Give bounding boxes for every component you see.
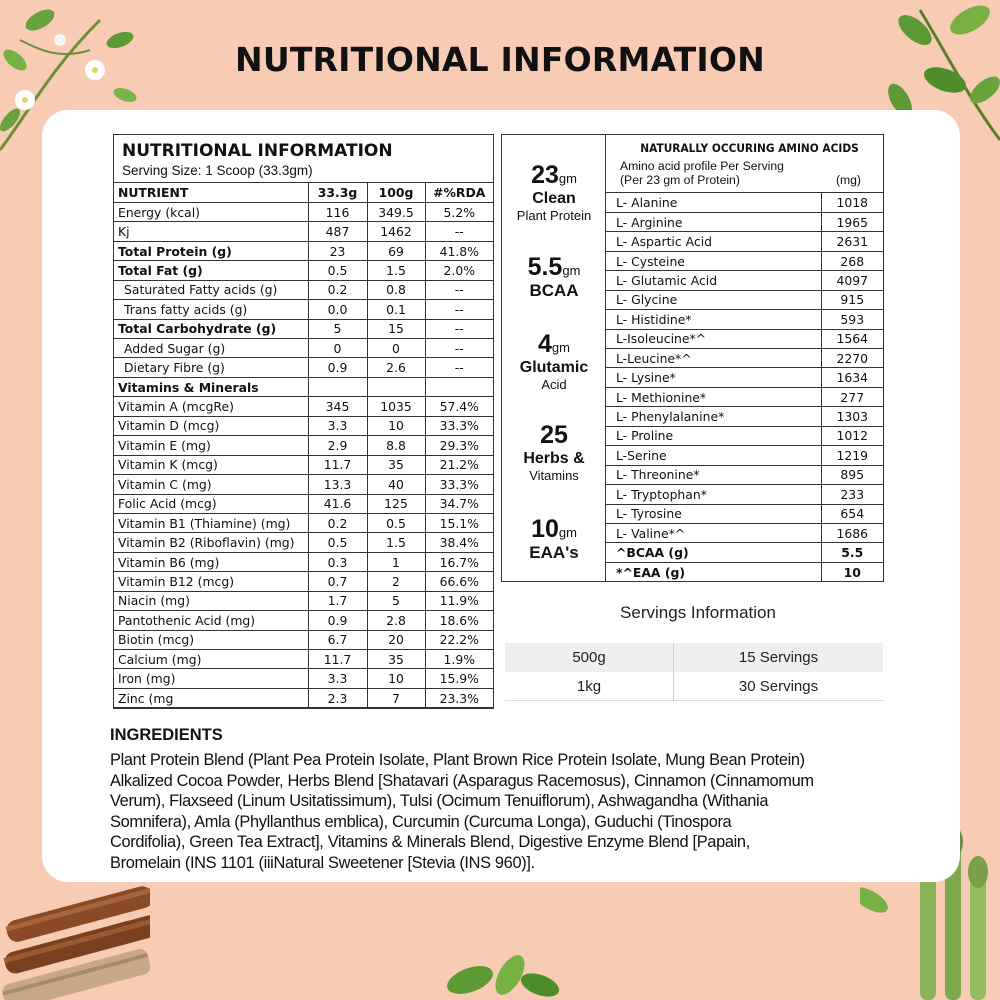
- amino-value: 1686: [821, 523, 883, 542]
- amino-row: [606, 446, 883, 465]
- amino-row: [606, 465, 883, 484]
- highlight-unit: gm: [558, 171, 577, 186]
- nutrient-row: [114, 455, 493, 474]
- nutrient-row: [114, 494, 493, 513]
- servings-row: [505, 672, 883, 701]
- per-serving-value: 23: [308, 241, 367, 260]
- amino-unit: (mg): [835, 173, 861, 187]
- nutrient-name: Vitamin A (mcgRe): [114, 397, 308, 416]
- highlight-value: [502, 515, 606, 544]
- amino-row: [606, 543, 883, 562]
- per-serving-value: 3.3: [308, 669, 367, 688]
- rda-value: 33.3%: [425, 475, 493, 494]
- rda-value: 21.2%: [425, 455, 493, 474]
- cinnamon-sticks-icon: [0, 865, 150, 1000]
- per-100g-value: 0.1: [367, 300, 425, 319]
- nutrient-name: Zinc (mg: [114, 688, 308, 707]
- nutrient-name: Vitamin B1 (Thiamine) (mg): [114, 513, 308, 532]
- nutrient-name: Vitamin D (mcg): [114, 416, 308, 435]
- per-100g-value: 10: [367, 416, 425, 435]
- rda-value: [425, 377, 493, 396]
- nutrient-name: Kj: [114, 222, 308, 241]
- per-100g-value: 0.5: [367, 513, 425, 532]
- rda-value: 38.4%: [425, 533, 493, 552]
- nutrient-name: Total Carbohydrate (g): [114, 319, 308, 338]
- amino-name: L-Leucine*^: [606, 349, 821, 368]
- nutrient-row: [114, 397, 493, 416]
- nutrient-row: [114, 183, 493, 202]
- per-serving-value: 0.5: [308, 261, 367, 280]
- nutrient-row: [114, 300, 493, 319]
- per-serving-value: 2.9: [308, 436, 367, 455]
- amino-title: NATURALLY OCCURING AMINO ACIDS: [640, 141, 859, 155]
- highlight-item: [502, 421, 606, 484]
- rda-value: 33.3%: [425, 416, 493, 435]
- per-100g-value: 0.8: [367, 280, 425, 299]
- nutrient-row: [114, 475, 493, 494]
- amino-value: 1564: [821, 329, 883, 348]
- nutrient-name: Pantothenic Acid (mg): [114, 611, 308, 630]
- rda-value: 66.6%: [425, 572, 493, 591]
- per-100g-value: 2.8: [367, 611, 425, 630]
- amino-row: [606, 212, 883, 231]
- per-100g-value: 10: [367, 669, 425, 688]
- per-serving-value: 116: [308, 202, 367, 221]
- small-leaves-icon: [435, 945, 565, 1000]
- highlight-sublabel: Acid: [541, 377, 567, 392]
- highlight-item: [502, 330, 606, 393]
- serving-pack-size: 1kg: [576, 678, 602, 695]
- amino-row: [606, 407, 883, 426]
- amino-value: 233: [821, 485, 883, 504]
- nutrient-row: [114, 202, 493, 221]
- per-100g-value: 5: [367, 591, 425, 610]
- ingredients-title: INGREDIENTS: [110, 726, 223, 744]
- per-serving-value: 0.5: [308, 533, 367, 552]
- nutrient-name: Vitamin B12 (mcg): [114, 572, 308, 591]
- amino-value: 593: [821, 310, 883, 329]
- amino-name: L- Valine*^: [606, 523, 821, 542]
- nutrient-name: Trans fatty acids (g): [114, 300, 308, 319]
- ingredients-line: Cordifolia), Green Tea Extract], Vitamins & Minerals Blend, Digestive Enzyme Blend [Papain,: [110, 833, 750, 852]
- nutrient-row: [114, 436, 493, 455]
- nutrient-row: [114, 319, 493, 338]
- nutrient-name: Dietary Fibre (g): [114, 358, 308, 377]
- highlight-item: [502, 161, 606, 224]
- nutrient-row: [114, 650, 493, 669]
- per-serving-value: 5: [308, 319, 367, 338]
- amino-value: 5.5: [821, 543, 883, 562]
- highlight-unit: gm: [558, 525, 577, 540]
- highlight-label: BCAA: [529, 281, 579, 300]
- nutrient-row: [114, 669, 493, 688]
- amino-value: 268: [821, 251, 883, 270]
- rda-value: 22.2%: [425, 630, 493, 649]
- amino-value: 2631: [821, 232, 883, 251]
- rda-value: --: [425, 339, 493, 358]
- highlight-value: [502, 253, 606, 282]
- nutrient-name: Vitamin B6 (mg): [114, 552, 308, 571]
- nutrient-name: Vitamins & Minerals: [114, 377, 308, 396]
- nutrient-row: [114, 533, 493, 552]
- highlight-unit: gm: [562, 263, 581, 278]
- per-serving-value: 0.7: [308, 572, 367, 591]
- ingredients-line: Alkalized Cocoa Powder, Herbs Blend [Shatavari (Asparagus Racemosus), Cinnamon (Cinnamomum: [110, 771, 814, 790]
- nutrient-row: [114, 611, 493, 630]
- rda-value: 18.6%: [425, 611, 493, 630]
- nutrient-row: [114, 261, 493, 280]
- per-100g-value: 7: [367, 688, 425, 707]
- ingredients-text: [110, 750, 900, 874]
- amino-row: [606, 251, 883, 270]
- nutrient-row: [114, 358, 493, 377]
- per-100g-value: 40: [367, 475, 425, 494]
- highlight-label: EAA's: [529, 543, 579, 562]
- amino-subtitle-line1: Amino acid profile Per Serving: [620, 159, 784, 173]
- nutrient-name: Total Protein (g): [114, 241, 308, 260]
- amino-row: [606, 310, 883, 329]
- per-serving-value: 41.6: [308, 494, 367, 513]
- amino-row: [606, 504, 883, 523]
- highlight-sublabel: Plant Protein: [516, 208, 592, 223]
- amino-value: 1018: [821, 193, 883, 212]
- rda-value: --: [425, 358, 493, 377]
- per-100g-value: 1: [367, 552, 425, 571]
- nutrition-header: [114, 135, 493, 183]
- nutrition-table: [113, 134, 494, 709]
- amino-value: 1219: [821, 446, 883, 465]
- nutrient-name: Vitamin C (mg): [114, 475, 308, 494]
- amino-subtitle-line2: (Per 23 gm of Protein): [620, 173, 740, 187]
- nutrition-title: NUTRITIONAL INFORMATION: [122, 141, 393, 161]
- highlight-sublabel: Vitamins: [529, 468, 579, 483]
- highlight-number: 23: [531, 161, 559, 189]
- amino-value: 277: [821, 387, 883, 406]
- per-100g-value: 1035: [367, 397, 425, 416]
- amino-name: L- Histidine*: [606, 310, 821, 329]
- nutrient-row: [114, 377, 493, 396]
- per-serving-value: 0.2: [308, 513, 367, 532]
- amino-header: [606, 135, 883, 193]
- per-100g-value: 100g: [367, 183, 425, 202]
- amino-value: 1965: [821, 212, 883, 231]
- per-100g-value: 8.8: [367, 436, 425, 455]
- highlight-item: [502, 515, 606, 562]
- per-serving-value: 33.3g: [308, 183, 367, 202]
- nutrient-name: Vitamin E (mg): [114, 436, 308, 455]
- per-serving-value: 345: [308, 397, 367, 416]
- page-title: NUTRITIONAL INFORMATION: [235, 40, 765, 79]
- amino-row: [606, 426, 883, 445]
- highlight-item: [502, 253, 606, 300]
- rda-value: 41.8%: [425, 241, 493, 260]
- nutrient-name: Calcium (mg): [114, 650, 308, 669]
- amino-name: L- Alanine: [606, 193, 821, 212]
- highlight-label: Clean: [532, 190, 576, 207]
- highlight-value: [502, 330, 606, 359]
- nutrient-row: [114, 552, 493, 571]
- per-serving-value: 3.3: [308, 416, 367, 435]
- amino-value: 895: [821, 465, 883, 484]
- amino-grid: [606, 193, 883, 582]
- serving-count: 15 Servings: [738, 649, 819, 666]
- servings-title: Servings Information: [620, 603, 776, 622]
- amino-value: 10: [821, 562, 883, 581]
- servings-row: [505, 643, 883, 672]
- amino-row: [606, 387, 883, 406]
- per-serving-value: 0.2: [308, 280, 367, 299]
- per-serving-value: 1.7: [308, 591, 367, 610]
- rda-value: #%RDA: [425, 183, 493, 202]
- per-serving-value: 11.7: [308, 455, 367, 474]
- per-100g-value: 1.5: [367, 533, 425, 552]
- per-serving-value: 6.7: [308, 630, 367, 649]
- serving-size: Serving Size: 1 Scoop (33.3gm): [122, 163, 313, 178]
- amino-row: [606, 523, 883, 542]
- amino-value: 654: [821, 504, 883, 523]
- highlight-number: 4: [538, 330, 552, 358]
- per-100g-value: 125: [367, 494, 425, 513]
- rda-value: 23.3%: [425, 688, 493, 707]
- highlight-number: 10: [531, 515, 559, 543]
- ingredients-line: Bromelain (INS 1101 (iiiNatural Sweetener [Stevia (INS 960)].: [110, 853, 535, 872]
- per-100g-value: 2.6: [367, 358, 425, 377]
- nutrient-row: [114, 339, 493, 358]
- per-100g-value: 1.5: [367, 261, 425, 280]
- amino-row: [606, 271, 883, 290]
- per-serving-value: 11.7: [308, 650, 367, 669]
- amino-row: [606, 329, 883, 348]
- amino-row: [606, 349, 883, 368]
- nutrient-row: [114, 222, 493, 241]
- amino-value: 1012: [821, 426, 883, 445]
- nutrient-grid: [114, 183, 493, 708]
- highlight-unit: gm: [551, 340, 570, 355]
- amino-row: [606, 562, 883, 581]
- per-serving-value: 0: [308, 339, 367, 358]
- nutrient-row: [114, 591, 493, 610]
- nutrient-name: Folic Acid (mcg): [114, 494, 308, 513]
- highlight-label: Glutamic: [519, 359, 589, 376]
- amino-name: L- Methionine*: [606, 387, 821, 406]
- amino-name: L- Glutamic Acid: [606, 271, 821, 290]
- per-serving-value: 0.3: [308, 552, 367, 571]
- ingredients-line: Verum), Flaxseed (Linum Usitatissimum), Tulsi (Ocimum Tenuiflorum), Ashwagandha (Withania: [110, 792, 769, 811]
- per-100g-value: 2: [367, 572, 425, 591]
- amino-subtitle: [620, 159, 879, 187]
- rda-value: 16.7%: [425, 552, 493, 571]
- rda-value: --: [425, 319, 493, 338]
- nutrient-row: [114, 630, 493, 649]
- highlight-value: [502, 421, 606, 450]
- rda-value: 2.0%: [425, 261, 493, 280]
- highlight-number: 5.5: [527, 253, 563, 281]
- amino-row: [606, 485, 883, 504]
- rda-value: 15.9%: [425, 669, 493, 688]
- amino-name: L- Cysteine: [606, 251, 821, 270]
- amino-name: *^EAA (g): [606, 562, 821, 581]
- amino-name: L-Isoleucine*^: [606, 329, 821, 348]
- rda-value: 15.1%: [425, 513, 493, 532]
- nutrient-row: [114, 241, 493, 260]
- per-serving-value: 487: [308, 222, 367, 241]
- amino-name: L- Proline: [606, 426, 821, 445]
- nutrient-row: [114, 513, 493, 532]
- nutrient-name: Vitamin B2 (Riboflavin) (mg): [114, 533, 308, 552]
- nutrient-name: NUTRIENT: [114, 183, 308, 202]
- amino-name: L- Arginine: [606, 212, 821, 231]
- ingredients-line: Somnifera), Amla (Phyllanthus emblica), Curcumin (Curcuma Longa), Guduchi (Tinospora: [110, 812, 732, 831]
- nutrient-name: Added Sugar (g): [114, 339, 308, 358]
- amino-name: L- Tyrosine: [606, 504, 821, 523]
- amino-acid-table: [501, 134, 884, 582]
- amino-value: 1634: [821, 368, 883, 387]
- ingredients-line: Plant Protein Blend (Plant Pea Protein Isolate, Plant Brown Rice Protein Isolate, Mung Bean Protein): [110, 751, 805, 769]
- highlights-column: [502, 135, 606, 581]
- nutrient-name: Energy (kcal): [114, 202, 308, 221]
- amino-name: L- Tryptophan*: [606, 485, 821, 504]
- nutrient-name: Total Fat (g): [114, 261, 308, 280]
- amino-value: 2270: [821, 349, 883, 368]
- rda-value: 11.9%: [425, 591, 493, 610]
- rda-value: 34.7%: [425, 494, 493, 513]
- rda-value: 1.9%: [425, 650, 493, 669]
- per-100g-value: 349.5: [367, 202, 425, 221]
- amino-name: L- Lysine*: [606, 368, 821, 387]
- amino-name: L- Phenylalanine*: [606, 407, 821, 426]
- rda-value: --: [425, 280, 493, 299]
- per-100g-value: 1462: [367, 222, 425, 241]
- per-serving-value: 0.0: [308, 300, 367, 319]
- per-100g-value: 35: [367, 650, 425, 669]
- serving-pack-size: 500g: [572, 649, 606, 666]
- rda-value: --: [425, 222, 493, 241]
- per-100g-value: 20: [367, 630, 425, 649]
- nutrient-name: Biotin (mcg): [114, 630, 308, 649]
- per-100g-value: 69: [367, 241, 425, 260]
- highlight-number: 25: [540, 421, 568, 449]
- amino-name: L- Aspartic Acid: [606, 232, 821, 251]
- per-serving-value: 0.9: [308, 358, 367, 377]
- nutrient-row: [114, 416, 493, 435]
- amino-row: [606, 193, 883, 212]
- nutrient-row: [114, 280, 493, 299]
- amino-name: ^BCAA (g): [606, 543, 821, 562]
- serving-count: 30 Servings: [738, 678, 819, 695]
- highlight-label: Herbs &: [523, 450, 585, 467]
- per-serving-value: [308, 377, 367, 396]
- amino-name: L-Serine: [606, 446, 821, 465]
- nutrient-row: [114, 572, 493, 591]
- per-100g-value: 0: [367, 339, 425, 358]
- nutrient-row: [114, 688, 493, 707]
- per-100g-value: [367, 377, 425, 396]
- rda-value: 29.3%: [425, 436, 493, 455]
- nutrient-name: Vitamin K (mcg): [114, 455, 308, 474]
- amino-row: [606, 290, 883, 309]
- rda-value: 57.4%: [425, 397, 493, 416]
- per-100g-value: 35: [367, 455, 425, 474]
- per-serving-value: 2.3: [308, 688, 367, 707]
- nutrient-name: Iron (mg): [114, 669, 308, 688]
- nutrient-name: Saturated Fatty acids (g): [114, 280, 308, 299]
- amino-name: L- Glycine: [606, 290, 821, 309]
- per-serving-value: 0.9: [308, 611, 367, 630]
- highlight-value: [502, 161, 606, 190]
- amino-name: L- Threonine*: [606, 465, 821, 484]
- per-serving-value: 13.3: [308, 475, 367, 494]
- amino-value: 4097: [821, 271, 883, 290]
- amino-row: [606, 368, 883, 387]
- per-100g-value: 15: [367, 319, 425, 338]
- amino-value: 1303: [821, 407, 883, 426]
- amino-value: 915: [821, 290, 883, 309]
- rda-value: --: [425, 300, 493, 319]
- amino-row: [606, 232, 883, 251]
- rda-value: 5.2%: [425, 202, 493, 221]
- nutrient-name: Niacin (mg): [114, 591, 308, 610]
